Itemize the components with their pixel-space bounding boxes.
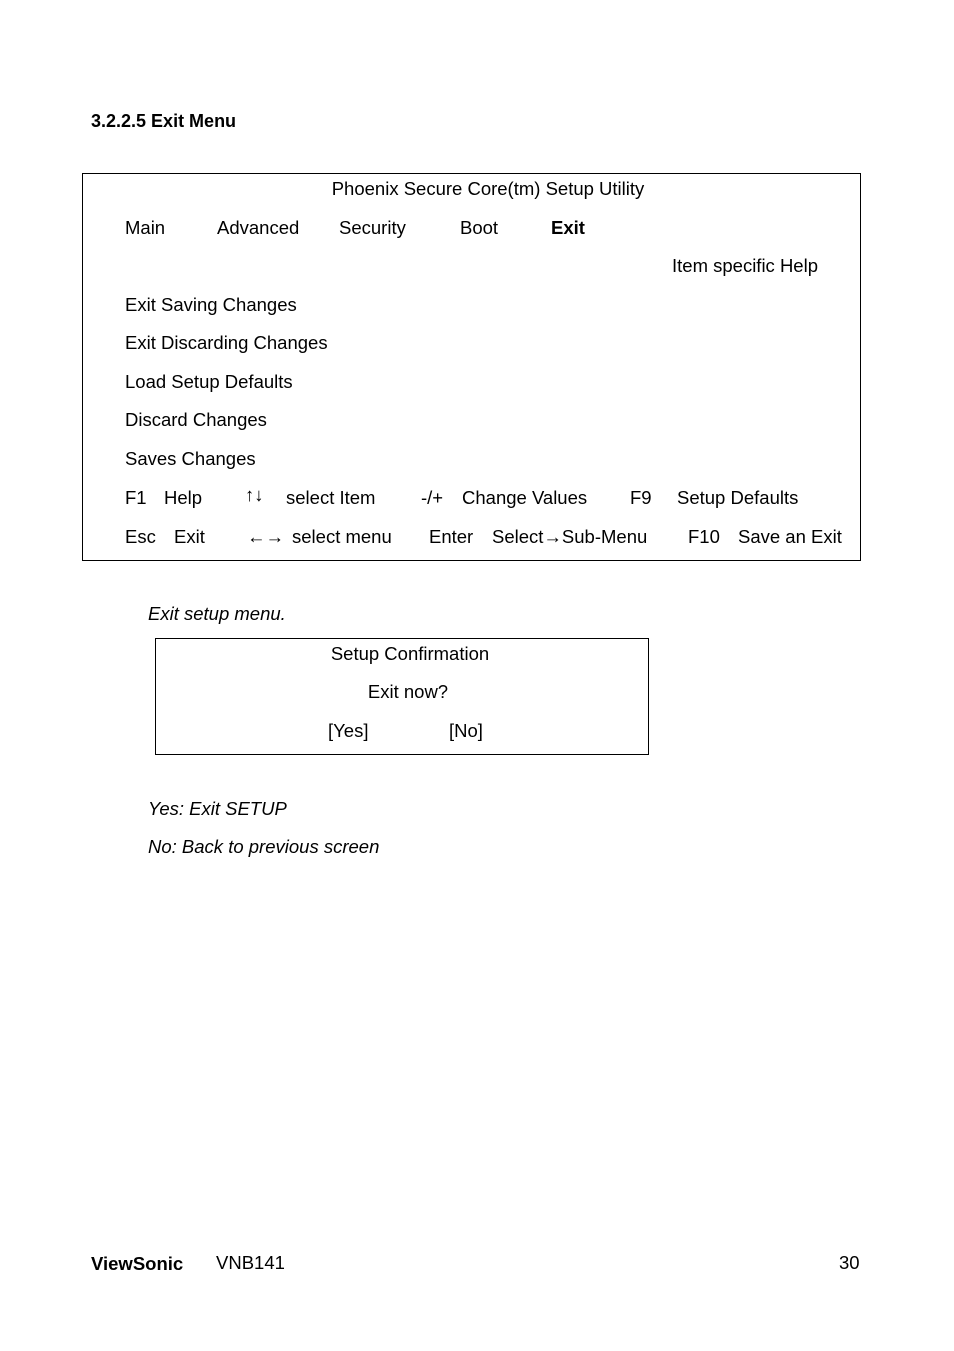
- note-no: No: Back to previous screen: [148, 836, 380, 857]
- caption-exit-setup-menu: Exit setup menu.: [148, 603, 286, 624]
- tab-security[interactable]: Security: [339, 217, 406, 238]
- menu-item-exit-saving-changes[interactable]: Exit Saving Changes: [125, 294, 297, 315]
- key-leftright-action: select menu: [292, 526, 392, 547]
- tab-advanced[interactable]: Advanced: [217, 217, 300, 238]
- key-f1-action: Help: [164, 487, 203, 508]
- key-f10: F10: [688, 526, 720, 547]
- page-number: 30: [839, 1252, 860, 1273]
- dialog-title: Setup Confirmation: [330, 643, 490, 664]
- key-enter: Enter: [429, 526, 474, 547]
- section-heading: 3.2.2.5 Exit Menu: [91, 111, 237, 131]
- key-f9-action: Setup Defaults: [677, 487, 799, 508]
- note-yes: Yes: Exit SETUP: [148, 798, 287, 819]
- footer-brand: ViewSonic: [91, 1253, 184, 1274]
- up-down-arrows-icon: ↑↓: [245, 484, 264, 505]
- key-f1: F1: [125, 487, 147, 508]
- menu-item-discard-changes[interactable]: Discard Changes: [125, 409, 267, 430]
- key-plus-minus-action: Change Values: [462, 487, 588, 508]
- key-f10-action: Save an Exit: [738, 526, 842, 547]
- tab-exit[interactable]: Exit: [551, 217, 585, 238]
- key-f9: F9: [630, 487, 652, 508]
- key-updown-action: select Item: [286, 487, 376, 508]
- dialog-question: Exit now?: [367, 681, 449, 702]
- key-enter-action: Select→Sub-Menu: [492, 526, 648, 547]
- menu-item-exit-discarding-changes[interactable]: Exit Discarding Changes: [125, 332, 328, 353]
- no-button[interactable]: [No]: [449, 720, 483, 741]
- tab-boot[interactable]: Boot: [460, 217, 499, 238]
- yes-button[interactable]: [Yes]: [328, 720, 369, 741]
- menu-item-load-setup-defaults[interactable]: Load Setup Defaults: [125, 371, 293, 392]
- tab-main[interactable]: Main: [125, 217, 166, 238]
- footer-model: VNB141: [216, 1252, 285, 1273]
- bios-title: Phoenix Secure Core(tm) Setup Utility: [331, 178, 645, 199]
- key-plus-minus: -/+: [421, 487, 444, 508]
- menu-item-saves-changes[interactable]: Saves Changes: [125, 448, 256, 469]
- left-right-arrows-icon: ←→: [247, 526, 284, 547]
- item-specific-help-header: Item specific Help: [672, 255, 818, 276]
- key-esc: Esc: [125, 526, 156, 547]
- key-esc-action: Exit: [174, 526, 205, 547]
